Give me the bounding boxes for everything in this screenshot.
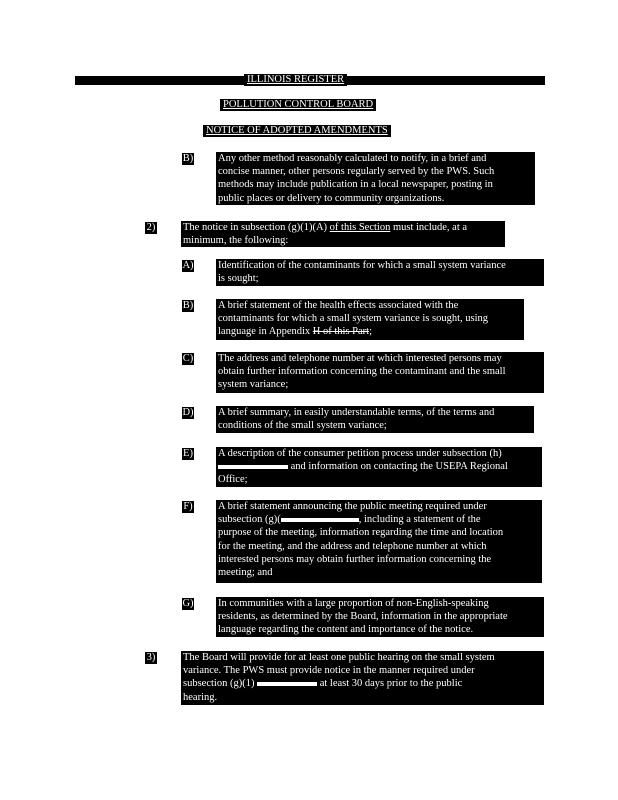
item-c-text: The address and telephone number at which interested persons may obtain further information concerning the contaminant and the small system variance; xyxy=(216,352,544,393)
item-d-text: A brief summary, in easily understandable terms, of the terms and conditions of the small system variance; xyxy=(216,406,534,433)
item-b-text: Any other method reasonably calculated to notify, in a brief and concise manner, other persons regularly served by the PWS. Such methods may include publication in a local newspaper, posting in public places or delivery to community organizations. xyxy=(216,152,535,205)
item-label: F) xyxy=(183,501,193,512)
item-b2-text: A brief statement of the health effects associated with the contaminants for which a small system variance is sought, using language in Appendix H of this Part; xyxy=(216,299,524,340)
item-label: D) xyxy=(182,407,194,418)
redaction-mark xyxy=(281,518,359,522)
notice-title: NOTICE OF ADOPTED AMENDMENTS xyxy=(203,125,391,137)
item-label: 3) xyxy=(146,652,156,663)
item-label: B) xyxy=(182,153,194,164)
board-title: POLLUTION CONTROL BOARD xyxy=(220,99,376,111)
item-label: E) xyxy=(183,448,193,459)
item-e-text: A description of the consumer petition process under subsection (h) and information on contacting the USEPA Regional Office; xyxy=(216,447,542,487)
item-label: B) xyxy=(182,300,194,311)
item-a-text: Identification of the contaminants for which a small system variance is sought; xyxy=(216,259,544,286)
item-g-text: In communities with a large proportion of non-English-speaking residents, as determined by the Board, information in the appropriate language regarding the content and importance of the notice. xyxy=(216,597,544,637)
item-f-text: A brief statement announcing the public meeting required under subsection (g)( , including a statement of the purpose of the meeting, information regarding the time and location for the meeting, and the address and telephone number at which interested persons may obtain further information concerning the meeting; and xyxy=(216,500,542,583)
item-label: C) xyxy=(182,353,194,364)
item-label: 2) xyxy=(146,222,156,233)
register-title: ILLINOIS REGISTER xyxy=(244,74,347,86)
redaction-mark xyxy=(218,465,288,469)
item-2-text: The notice in subsection (g)(1)(A) of this Section must include, at a minimum, the following: xyxy=(181,221,505,247)
item-3-text: The Board will provide for at least one public hearing on the small system variance. The PWS must provide notice in the manner required under subsection (g)(1) at least 30 days prior to the public hearing. xyxy=(181,651,544,705)
redaction-mark xyxy=(257,682,317,686)
item-label: G) xyxy=(182,598,194,609)
item-label: A) xyxy=(182,260,194,271)
